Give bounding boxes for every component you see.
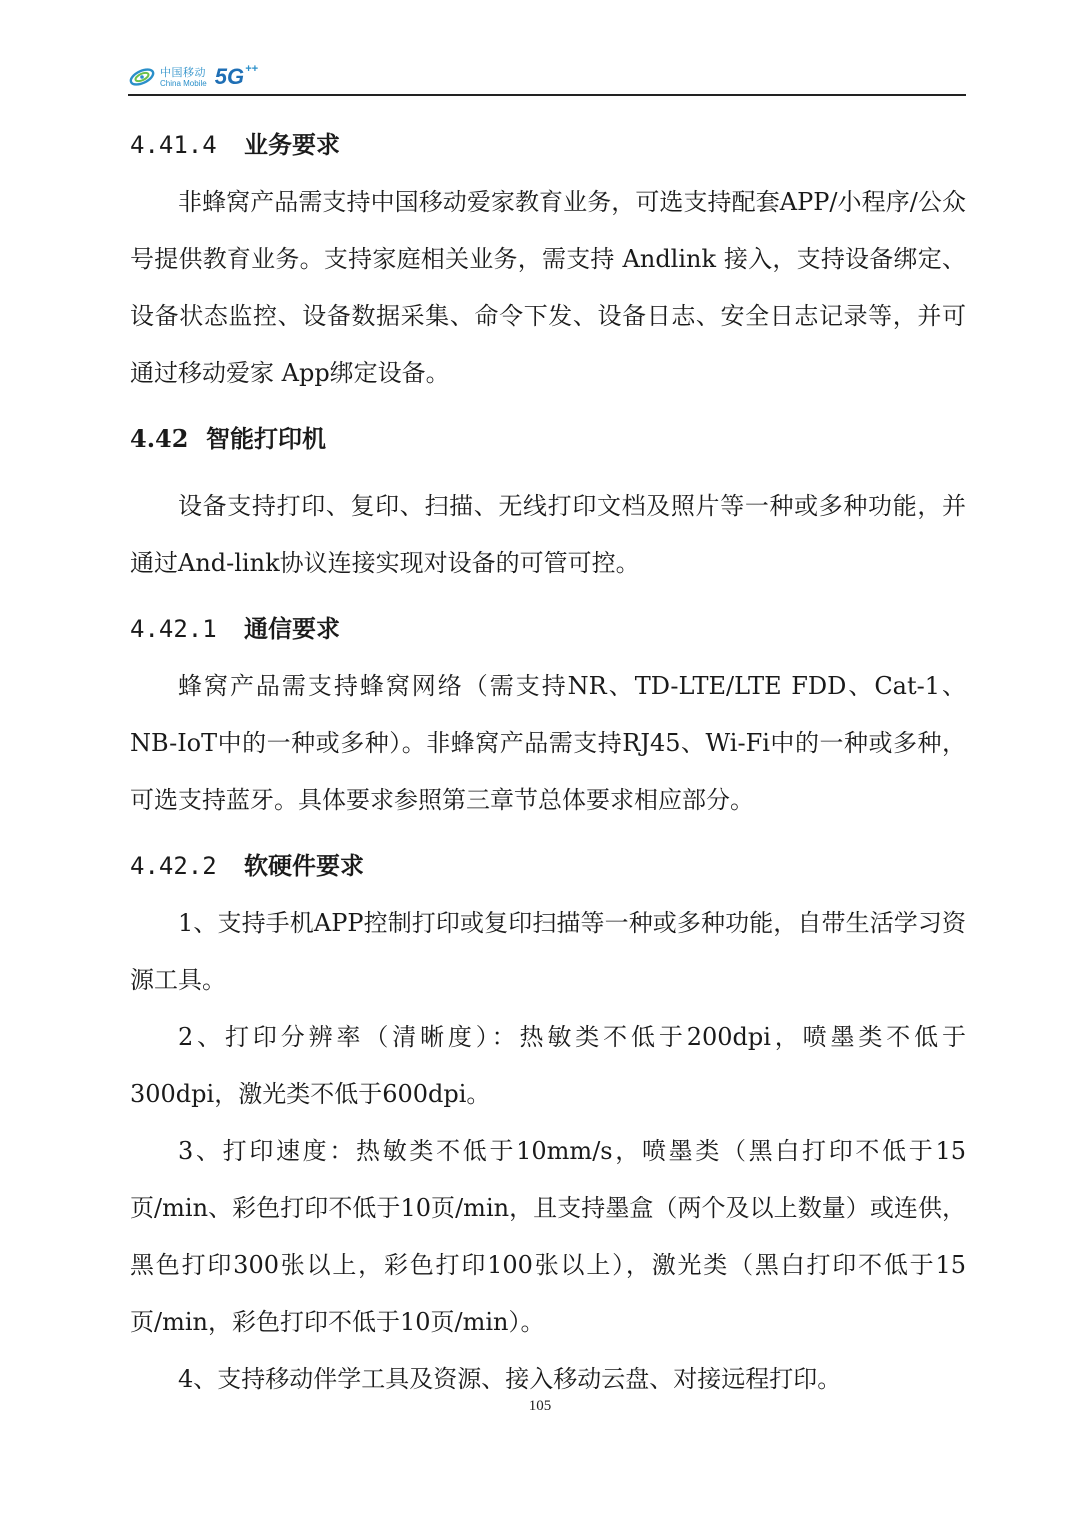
china-mobile-swirl-icon (128, 63, 156, 91)
section-heading-4-42-2 (130, 851, 966, 881)
section-number: 4.42.2 (130, 852, 217, 880)
list-item: 4、支持移动伴学工具及资源、接入移动云盘、对接远程打印。 (178, 1365, 842, 1393)
section-paragraph: 非蜂窝产品需支持中国移动爱家教育业务，可选支持配套APP/小程序/公众号提供教育业务。支持家庭相关业务，需支持 Andlink 接入，支持设备绑定、设备状态监控、设备数据采集、命令下发、设备日志、安全日志记录等，并可通过移动爱家 App绑定设备。 (130, 188, 966, 387)
logo-english-name: China Mobile (160, 78, 207, 88)
logo-5g-text: 5G (214, 64, 245, 89)
logo-text (160, 67, 207, 88)
section-title: 软硬件要求 (244, 852, 364, 880)
list-item: 2、打印分辨率（清晰度）：热敏类不低于200dpi，喷墨类不低于300dpi，激光类不低于600dpi。 (130, 1023, 966, 1108)
section-heading-4-41-4 (130, 130, 966, 160)
section-paragraph: 蜂窝产品需支持蜂窝网络（需支持NR、TD-LTE/LTE FDD、Cat-1、NB-IoT中的一种或多种）。非蜂窝产品需支持RJ45、Wi-Fi中的一种或多种，可选支持蓝牙。具体要求参照第三章节总体要求相应部分。 (130, 672, 966, 814)
section-number: 4.42.1 (130, 615, 217, 643)
page-content (130, 118, 966, 1408)
page-number: 105 (528, 1398, 552, 1414)
section-heading-4-42-1 (130, 614, 966, 644)
section-paragraph: 设备支持打印、复印、扫描、无线打印文档及照片等一种或多种功能，并通过And-link协议连接实现对设备的可管可控。 (130, 492, 966, 577)
section-title: 通信要求 (244, 615, 340, 643)
section-title: 智能打印机 (206, 425, 326, 453)
logo-5g-plus: ++ (245, 62, 258, 75)
page-header (128, 56, 966, 96)
logo-chinese-name: 中国移动 (160, 65, 206, 79)
section-number: 4.42 (130, 424, 189, 453)
section-heading-4-42 (130, 424, 966, 454)
header-rule (128, 94, 966, 96)
china-mobile-logo (128, 60, 258, 94)
list-item: 3、打印速度：热敏类不低于10mm/s，喷墨类（黑白打印不低于15页/min、彩色打印不低于10页/min，且支持墨盒（两个及以上数量）或连供，黑色打印300张以上，彩色打印100张以上），激光类（黑白打印不低于15页/min，彩色打印不低于10页/min）。 (130, 1137, 966, 1336)
logo-5g-mark (215, 64, 258, 90)
section-number: 4.41.4 (130, 131, 217, 159)
section-title: 业务要求 (244, 131, 340, 159)
list-item: 1、支持手机APP控制打印或复印扫描等一种或多种功能，自带生活学习资源工具。 (130, 909, 966, 994)
